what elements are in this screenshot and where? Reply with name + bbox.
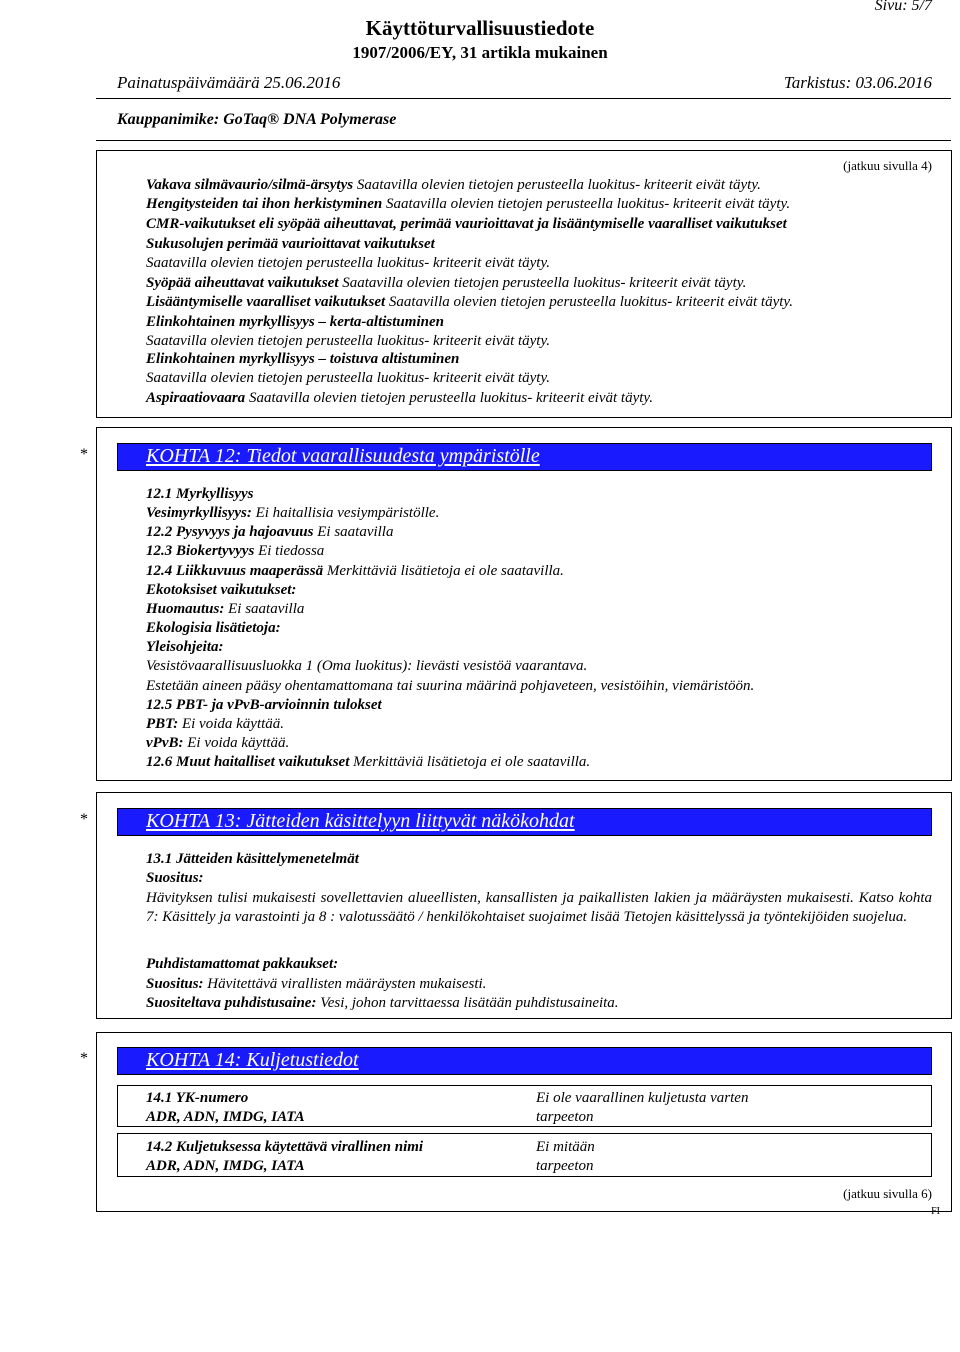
text-line: Sukusolujen perimää vaurioittavat vaikutukset xyxy=(146,236,435,252)
text-line: Suositus: xyxy=(146,870,204,886)
text-line: Aspiraatiovaara Saatavilla olevien tietojen perusteella luokitus- kriteerit eivät täyty. xyxy=(146,390,653,406)
shipping-name-value: Ei mitään xyxy=(536,1139,595,1155)
text-line: Huomautus: Ei saatavilla xyxy=(146,601,305,617)
text-line: Ekotoksiset vaikutukset: xyxy=(146,582,297,598)
text-line: 12.4 Liikkuvuus maaperässä Merkittäviä lisätietoja ei ole saatavilla. xyxy=(146,563,564,579)
section-14-header xyxy=(117,1047,932,1075)
text-line: vPvB: Ei voida käyttää. xyxy=(146,735,290,751)
print-date: Painatuspäivämäärä 25.06.2016 xyxy=(117,73,341,92)
product-name: Kauppanimike: GoTaq® DNA Polymerase xyxy=(117,111,397,128)
un-number-value-2: tarpeeton xyxy=(536,1109,594,1125)
revision-date: Tarkistus: 03.06.2016 xyxy=(783,73,932,92)
continued-to: (jatkuu sivulla 6) xyxy=(843,1186,932,1201)
page-number: Sivu: 5/7 xyxy=(874,0,932,14)
text-line: Saatavilla olevien tietojen perusteella luokitus- kriteerit eivät täyty. xyxy=(146,370,551,386)
text-line: Vesistövaarallisuusluokka 1 (Oma luokitus): lievästi vesistöä vaarantava. xyxy=(146,658,588,674)
continued-from: (jatkuu sivulla 4) xyxy=(843,158,932,173)
language-code: FI xyxy=(931,1206,940,1217)
transport-modes: ADR, ADN, IMDG, IATA xyxy=(146,1109,305,1125)
text-line: Estetään aineen pääsy ohentamattomana tai suurina määrinä pohjaveteen, vesistöihin, viemäristöön. xyxy=(146,678,755,694)
text-line: 12.1 Myrkyllisyys xyxy=(146,486,254,502)
text-line: Saatavilla olevien tietojen perusteella luokitus- kriteerit eivät täyty. xyxy=(146,255,551,271)
text-line: Saatavilla olevien tietojen perusteella luokitus- kriteerit eivät täyty. xyxy=(146,333,551,349)
text-line: 13.1 Jätteiden käsittelymenetelmät xyxy=(146,851,359,867)
text-line: CMR-vaikutukset eli syöpää aiheuttavat, perimää vaurioittavat ja lisääntymiselle vaaralliset vaikutukset xyxy=(146,216,787,232)
text-line: Yleisohjeita: xyxy=(146,639,224,655)
text-line: Suositeltava puhdistusaine: Vesi, johon tarvittaessa lisätään puhdistusaineita. xyxy=(146,995,619,1011)
text-line: Lisääntymiselle vaaralliset vaikutukset Saatavilla olevien tietojen perusteella luokitus- kriteerit eivät täyty. xyxy=(146,294,793,310)
change-marker: * xyxy=(80,811,88,828)
change-marker: * xyxy=(80,446,88,463)
text-line: 12.5 PBT- ja vPvB-arvioinnin tulokset xyxy=(146,697,382,713)
text-line: Ekologisia lisätietoja: xyxy=(146,620,281,636)
section-13-header xyxy=(117,808,932,836)
shipping-name-value-2: tarpeeton xyxy=(536,1158,594,1174)
un-number-value: Ei ole vaarallinen kuljetusta varten xyxy=(536,1090,749,1106)
transport-modes: ADR, ADN, IMDG, IATA xyxy=(146,1158,305,1174)
section-13-title: KOHTA 13: Jätteiden käsittelyyn liittyvät näkökohdat xyxy=(146,810,575,832)
section-12-title: KOHTA 12: Tiedot vaarallisuudesta ympäristölle xyxy=(146,445,540,467)
document-title: Käyttöturvallisuustiedote xyxy=(365,16,595,40)
change-marker: * xyxy=(80,1050,88,1067)
section-14-title: KOHTA 14: Kuljetustiedot xyxy=(146,1049,359,1071)
text-line: 12.3 Biokertyvyys Ei tiedossa xyxy=(146,543,325,559)
text-line: 12.6 Muut haitalliset vaikutukset Merkittäviä lisätietoja ei ole saatavilla. xyxy=(146,754,591,770)
header-divider-2 xyxy=(96,140,951,141)
text-line: Vesimyrkyllisyys: Ei haitallisia vesiympäristölle. xyxy=(146,505,440,521)
shipping-name-label: 14.2 Kuljetuksessa käytettävä virallinen nimi xyxy=(146,1139,424,1155)
disposal-paragraph: Hävityksen tulisi mukaisesti sovellettavien alueellisten, kansallisten ja paikallisten lakien ja määräysten mukaisesti. Katso kohta 7: Käsittely ja varastointi ja 8 : valotussäätö / henkilökohtaiset suojaimet lisää Tietojen käsittelyssä ja työntekijöiden suojelua. xyxy=(146,890,932,925)
text-line: Elinkohtainen myrkyllisyys – toistuva altistuminen xyxy=(146,351,460,367)
text-line: Elinkohtainen myrkyllisyys – kerta-altistuminen xyxy=(146,314,444,330)
text-line: Vakava silmävaurio/silmä-ärsytys Saatavilla olevien tietojen perusteella luokitus- kriteerit eivät täyty. xyxy=(146,177,761,193)
text-line: Puhdistamattomat pakkaukset: xyxy=(146,956,339,972)
section-12-header xyxy=(117,443,932,471)
text-line: Suositus: Hävitettävä virallisten määräysten mukaisesti. xyxy=(146,976,487,992)
text-line: PBT: Ei voida käyttää. xyxy=(146,716,285,732)
text-line: Hengitysteiden tai ihon herkistyminen Saatavilla olevien tietojen perusteella luokitus- kriteerit eivät täyty. xyxy=(146,196,791,212)
un-number-label: 14.1 YK-numero xyxy=(146,1090,249,1106)
document-subtitle: 1907/2006/EY, 31 artikla mukainen xyxy=(352,43,608,62)
text-line: 12.2 Pysyvyys ja hajoavuus Ei saatavilla xyxy=(146,524,394,540)
text-line: Syöpää aiheuttavat vaikutukset Saatavilla olevien tietojen perusteella luokitus- kriteerit eivät täyty. xyxy=(146,275,747,291)
header-divider xyxy=(96,98,951,99)
